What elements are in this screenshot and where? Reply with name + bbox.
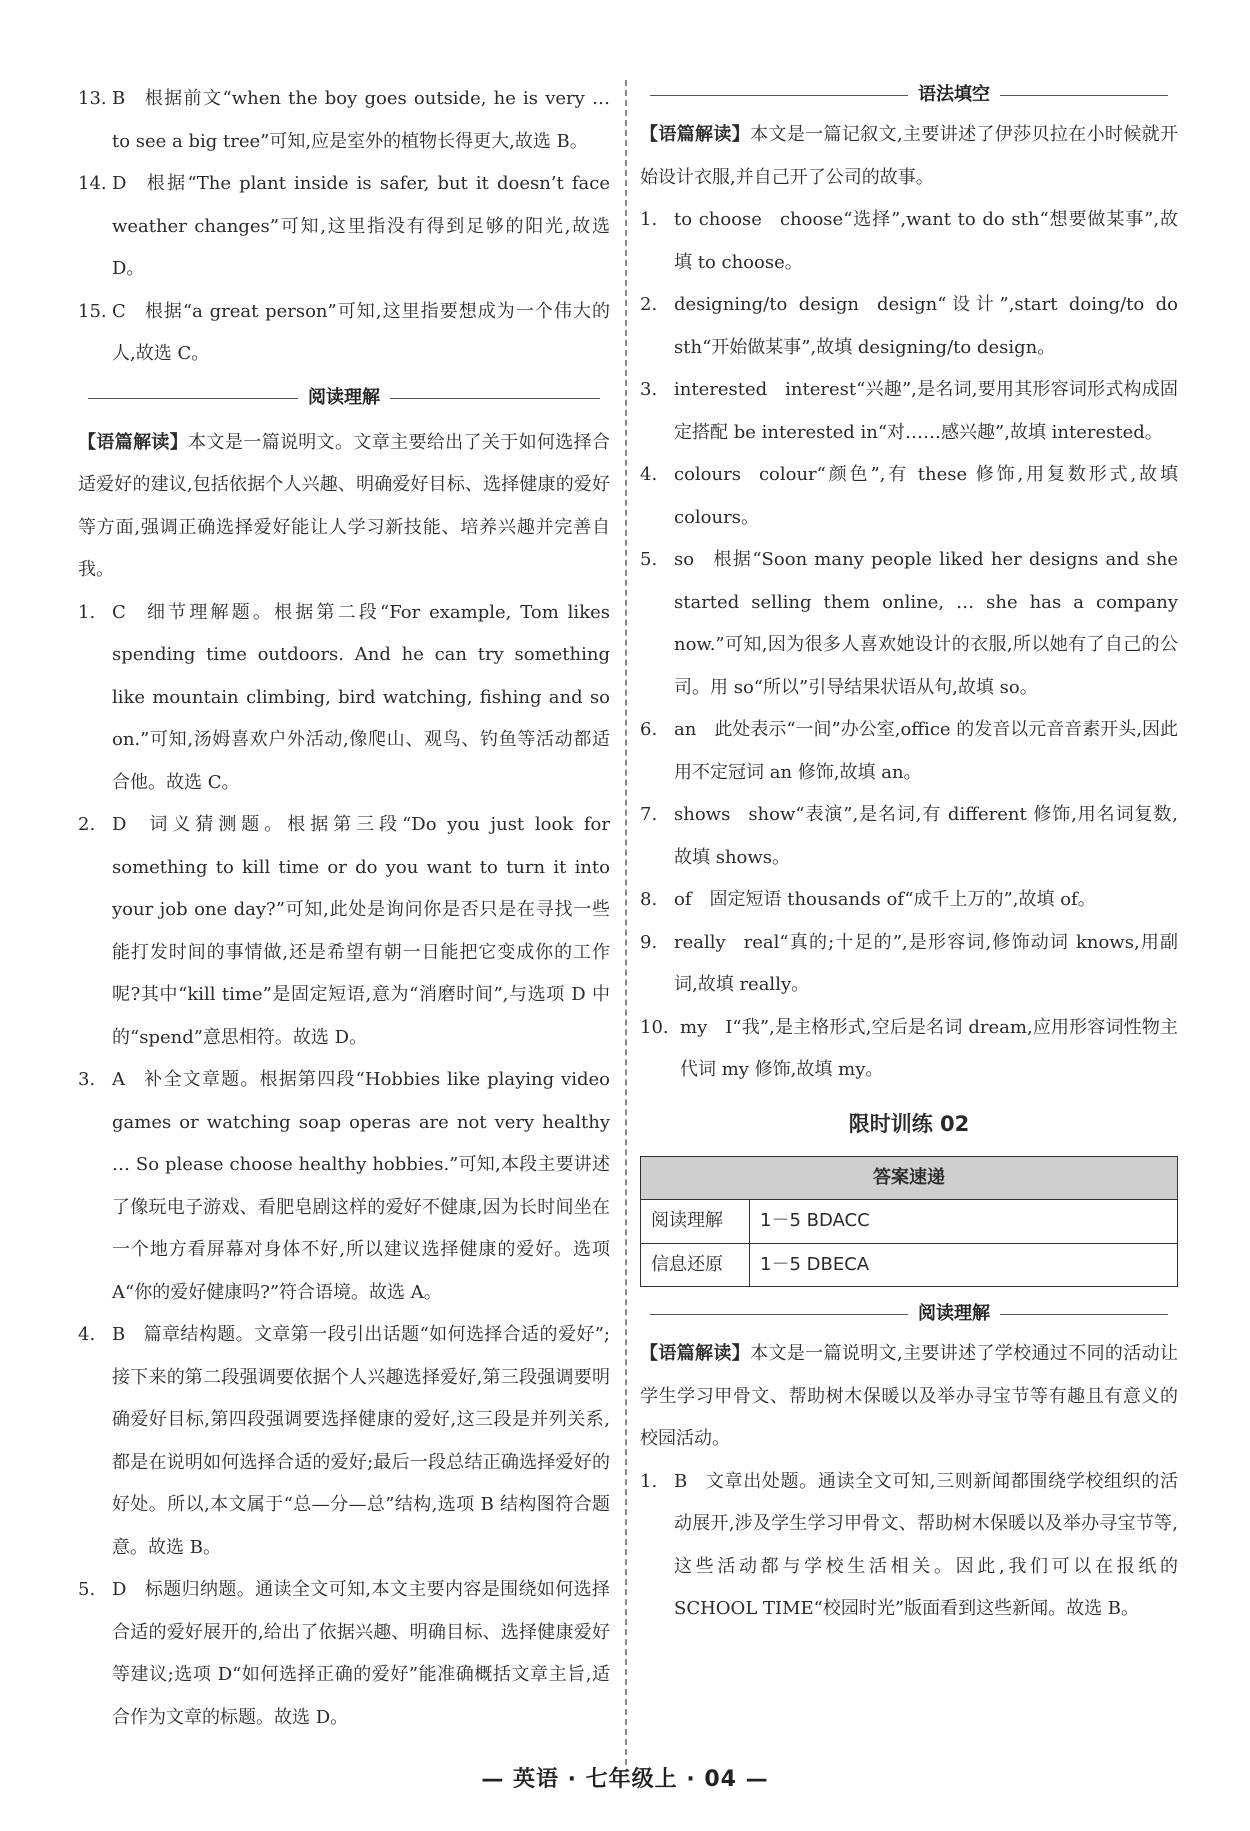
item-answer: B bbox=[112, 1324, 126, 1345]
answer-item-14 bbox=[78, 163, 610, 291]
grammar-item-10 bbox=[640, 1007, 1178, 1092]
item-number: 3. bbox=[640, 379, 658, 400]
item-explanation: colour“颜色”,有 these 修饰,用复数形式,故填 colours。 bbox=[674, 464, 1178, 528]
item-explanation: 根据“Soon many people liked her designs and she started selling them online, … she has a company now.”可知,因为很多人喜欢她设计的衣服,所以她有了自己的公司。用 so“所以”引导结果状语从句,故填 so。 bbox=[674, 549, 1178, 698]
item-explanation: I“我”,是主格形式,空后是名词 dream,应用形容词性物主代词 my 修饰,故填 my。 bbox=[680, 1016, 1178, 1080]
item-number: 10. bbox=[640, 1016, 669, 1038]
item-answer: to choose bbox=[674, 209, 762, 230]
intro-label: 【语篇解读】 bbox=[640, 1343, 751, 1364]
table-row bbox=[641, 1243, 1178, 1287]
item-number: 1. bbox=[78, 601, 96, 623]
item-number: 5. bbox=[640, 549, 658, 570]
section-title: 阅读理解 bbox=[308, 387, 380, 409]
grammar-item-4 bbox=[640, 454, 1178, 539]
item-explanation: interest“兴趣”,是名词,要用其形容词形式构成固定搭配 be interested in“对……感兴趣”,故填 interested。 bbox=[674, 379, 1178, 443]
grammar-item-6 bbox=[640, 709, 1178, 794]
table-row-value: 1－5 DBECA bbox=[750, 1243, 1178, 1287]
item-number: 7. bbox=[640, 804, 658, 825]
item-number: 2. bbox=[78, 814, 96, 835]
item-answer: A bbox=[112, 1069, 125, 1090]
item-answer: designing/to design bbox=[674, 294, 859, 315]
item-number: 6. bbox=[640, 719, 658, 740]
section-title: 语法填空 bbox=[918, 83, 990, 105]
item-number: 8. bbox=[640, 889, 658, 910]
grammar-item-3 bbox=[640, 369, 1178, 454]
item-explanation: 文章出处题。通读全文可知,三则新闻都围绕学校组织的活动展开,涉及学生学习甲骨文、帮助树木保暖以及举办寻宝节等,这些活动都与学校生活相关。因此,我们可以在报纸的 SCHOOL TIME“校园时光”版面看到这些新闻。故选 B。 bbox=[674, 1470, 1178, 1619]
item-answer: B bbox=[674, 1470, 688, 1492]
item-answer: my bbox=[680, 1016, 708, 1038]
grammar-item-2 bbox=[640, 284, 1178, 369]
right-column bbox=[640, 76, 1178, 1631]
item-number: 9. bbox=[640, 931, 658, 953]
item-number: 4. bbox=[78, 1324, 96, 1345]
item-number: 3. bbox=[78, 1069, 96, 1090]
intro-label: 【语篇解读】 bbox=[640, 124, 751, 145]
item-explanation: 补全文章题。根据第四段“Hobbies like playing video games or watching soap operas are not very healthy … So please choose healthy hobbies.”可知,本段主要讲述了像玩电子游戏、看肥皂剧这样的爱好不健康,因为长时间坐在一个地方看屏幕对身体不好,所以建议选择健康的爱好。选项 A“你的爱好健康吗?”符合语境。故选 A。 bbox=[112, 1069, 610, 1303]
answer-item-13 bbox=[78, 78, 610, 163]
table-row-label: 信息还原 bbox=[641, 1243, 750, 1287]
item-explanation: choose“选择”,want to do sth“想要做某事”,故填 to choose。 bbox=[674, 209, 1178, 273]
passage-intro bbox=[640, 114, 1178, 199]
answer-table-header: 答案速递 bbox=[641, 1156, 1178, 1200]
table-row-label: 阅读理解 bbox=[641, 1200, 750, 1244]
item-answer: colours bbox=[674, 464, 741, 485]
answer-item-1b bbox=[640, 1461, 1178, 1631]
item-explanation: 根据前文“when the boy goes outside, he is very … to see a big tree”可知,应是室外的植物长得更大,故选 B。 bbox=[112, 88, 610, 152]
item-number: 5. bbox=[78, 1579, 96, 1600]
passage-intro-2 bbox=[640, 1333, 1178, 1461]
answer-table bbox=[640, 1156, 1178, 1288]
item-answer: really bbox=[674, 931, 726, 953]
grammar-item-7 bbox=[640, 794, 1178, 879]
item-answer: an bbox=[674, 719, 697, 740]
item-number: 14. bbox=[78, 173, 107, 194]
intro-text: 本文是一篇说明文,主要讲述了学校通过不同的活动让学生学习甲骨文、帮助树木保暖以及举办寻宝节等有趣且有意义的校园活动。 bbox=[640, 1343, 1178, 1449]
item-explanation: 细节理解题。根据第二段“For example, Tom likes spending time outdoors. And he can try something like mountain climbing, bird watching, fishing and so on.”可知,汤姆喜欢户外活动,像爬山、观鸟、钓鱼等活动都适合他。故选 C。 bbox=[112, 601, 610, 793]
item-explanation: 词义猜测题。根据第三段“Do you just look for something to kill time or do you want to turn it into your job one day?”可知,此处是询问你是否只是在寻找一些能打发时间的事情做,还是希望有朝一日能把它变成你的工作呢?其中“kill time”是固定短语,意为“消磨时间”,与选项 D 中的“spend”意思相符。故选 D。 bbox=[112, 814, 610, 1048]
answer-item-1 bbox=[78, 592, 610, 805]
section-heading-reading bbox=[78, 376, 610, 422]
page-footer: — 英语 · 七年级上 · 04 — bbox=[481, 1767, 769, 1792]
answer-item-15 bbox=[78, 291, 610, 376]
item-explanation: 固定短语 thousands of“成千上万的”,故填 of。 bbox=[709, 889, 1096, 910]
grammar-item-1 bbox=[640, 199, 1178, 284]
item-explanation: 篇章结构题。文章第一段引出话题“如何选择合适的爱好”;接下来的第二段强调要依据个人兴趣选择爱好,第三段强调要明确爱好目标,第四段强调要选择健康的爱好,这三段是并列关系,都是在说明如何选择合适的爱好;最后一段总结正确选择爱好的好处。所以,本文属于“总—分—总”结构,选项 B 结构图符合题意。故选 B。 bbox=[112, 1324, 610, 1558]
grammar-item-5 bbox=[640, 539, 1178, 709]
grammar-item-9 bbox=[640, 922, 1178, 1007]
left-column bbox=[78, 78, 610, 1739]
item-answer: shows bbox=[674, 804, 731, 825]
passage-intro bbox=[78, 422, 610, 592]
item-answer: C bbox=[112, 300, 126, 322]
answer-item-5 bbox=[78, 1569, 610, 1739]
item-number: 1. bbox=[640, 209, 658, 230]
item-answer: so bbox=[674, 549, 695, 570]
practice-subheading: 限时训练 02 bbox=[848, 1111, 970, 1136]
section-heading-reading-2 bbox=[640, 1295, 1178, 1333]
answer-item-4 bbox=[78, 1314, 610, 1569]
item-number: 1. bbox=[640, 1470, 658, 1492]
item-explanation: show“表演”,是名词,有 different 修饰,用名词复数,故填 shows。 bbox=[674, 804, 1178, 868]
item-answer: D bbox=[112, 173, 127, 194]
item-number: 2. bbox=[640, 294, 658, 315]
item-number: 4. bbox=[640, 464, 658, 485]
item-number: 13. bbox=[78, 88, 107, 109]
item-explanation: design“设计”,start doing/to do sth“开始做某事”,故填 designing/to design。 bbox=[674, 294, 1179, 358]
intro-label: 【语篇解读】 bbox=[78, 431, 189, 453]
grammar-item-8 bbox=[640, 879, 1178, 922]
item-answer: interested bbox=[674, 379, 768, 400]
answer-item-2 bbox=[78, 804, 610, 1059]
item-answer: D bbox=[112, 814, 127, 835]
item-answer: B bbox=[112, 88, 126, 109]
item-explanation: 此处表示“一间”办公室,office 的发音以元音音素开头,因此用不定冠词 an 修饰,故填 an。 bbox=[674, 719, 1179, 783]
item-answer: D bbox=[112, 1579, 127, 1600]
item-number: 15. bbox=[78, 300, 107, 322]
section-heading-grammar bbox=[640, 76, 1178, 114]
table-row bbox=[641, 1200, 1178, 1244]
item-explanation: real“真的;十足的”,是形容词,修饰动词 knows,用副词,故填 really。 bbox=[674, 931, 1178, 995]
intro-text: 本文是一篇记叙文,主要讲述了伊莎贝拉在小时候就开始设计衣服,并自己开了公司的故事。 bbox=[640, 124, 1178, 188]
intro-text: 本文是一篇说明文。文章主要给出了关于如何选择合适爱好的建议,包括依据个人兴趣、明确爱好目标、选择健康的爱好等方面,强调正确选择爱好能让人学习新技能、培养兴趣并完善自我。 bbox=[78, 431, 611, 580]
table-row-value: 1－5 BDACC bbox=[750, 1200, 1178, 1244]
item-explanation: 根据“The plant inside is safer, but it doesn’t face weather changes”可知,这里指没有得到足够的阳光,故选 D。 bbox=[112, 173, 610, 279]
item-answer: C bbox=[112, 601, 126, 623]
section-title: 阅读理解 bbox=[918, 1302, 990, 1324]
item-answer: of bbox=[674, 889, 692, 910]
answer-item-3 bbox=[78, 1059, 610, 1314]
column-divider bbox=[625, 80, 627, 1765]
item-explanation: 根据“a great person”可知,这里指要想成为一个伟大的人,故选 C。 bbox=[112, 300, 610, 364]
item-explanation: 标题归纳题。通读全文可知,本文主要内容是围绕如何选择合适的爱好展开的,给出了依据兴趣、明确目标、选择健康爱好等建议;选项 D“如何选择正确的爱好”能准确概括文章主旨,适合作为文章的标题。故选 D。 bbox=[112, 1579, 610, 1728]
